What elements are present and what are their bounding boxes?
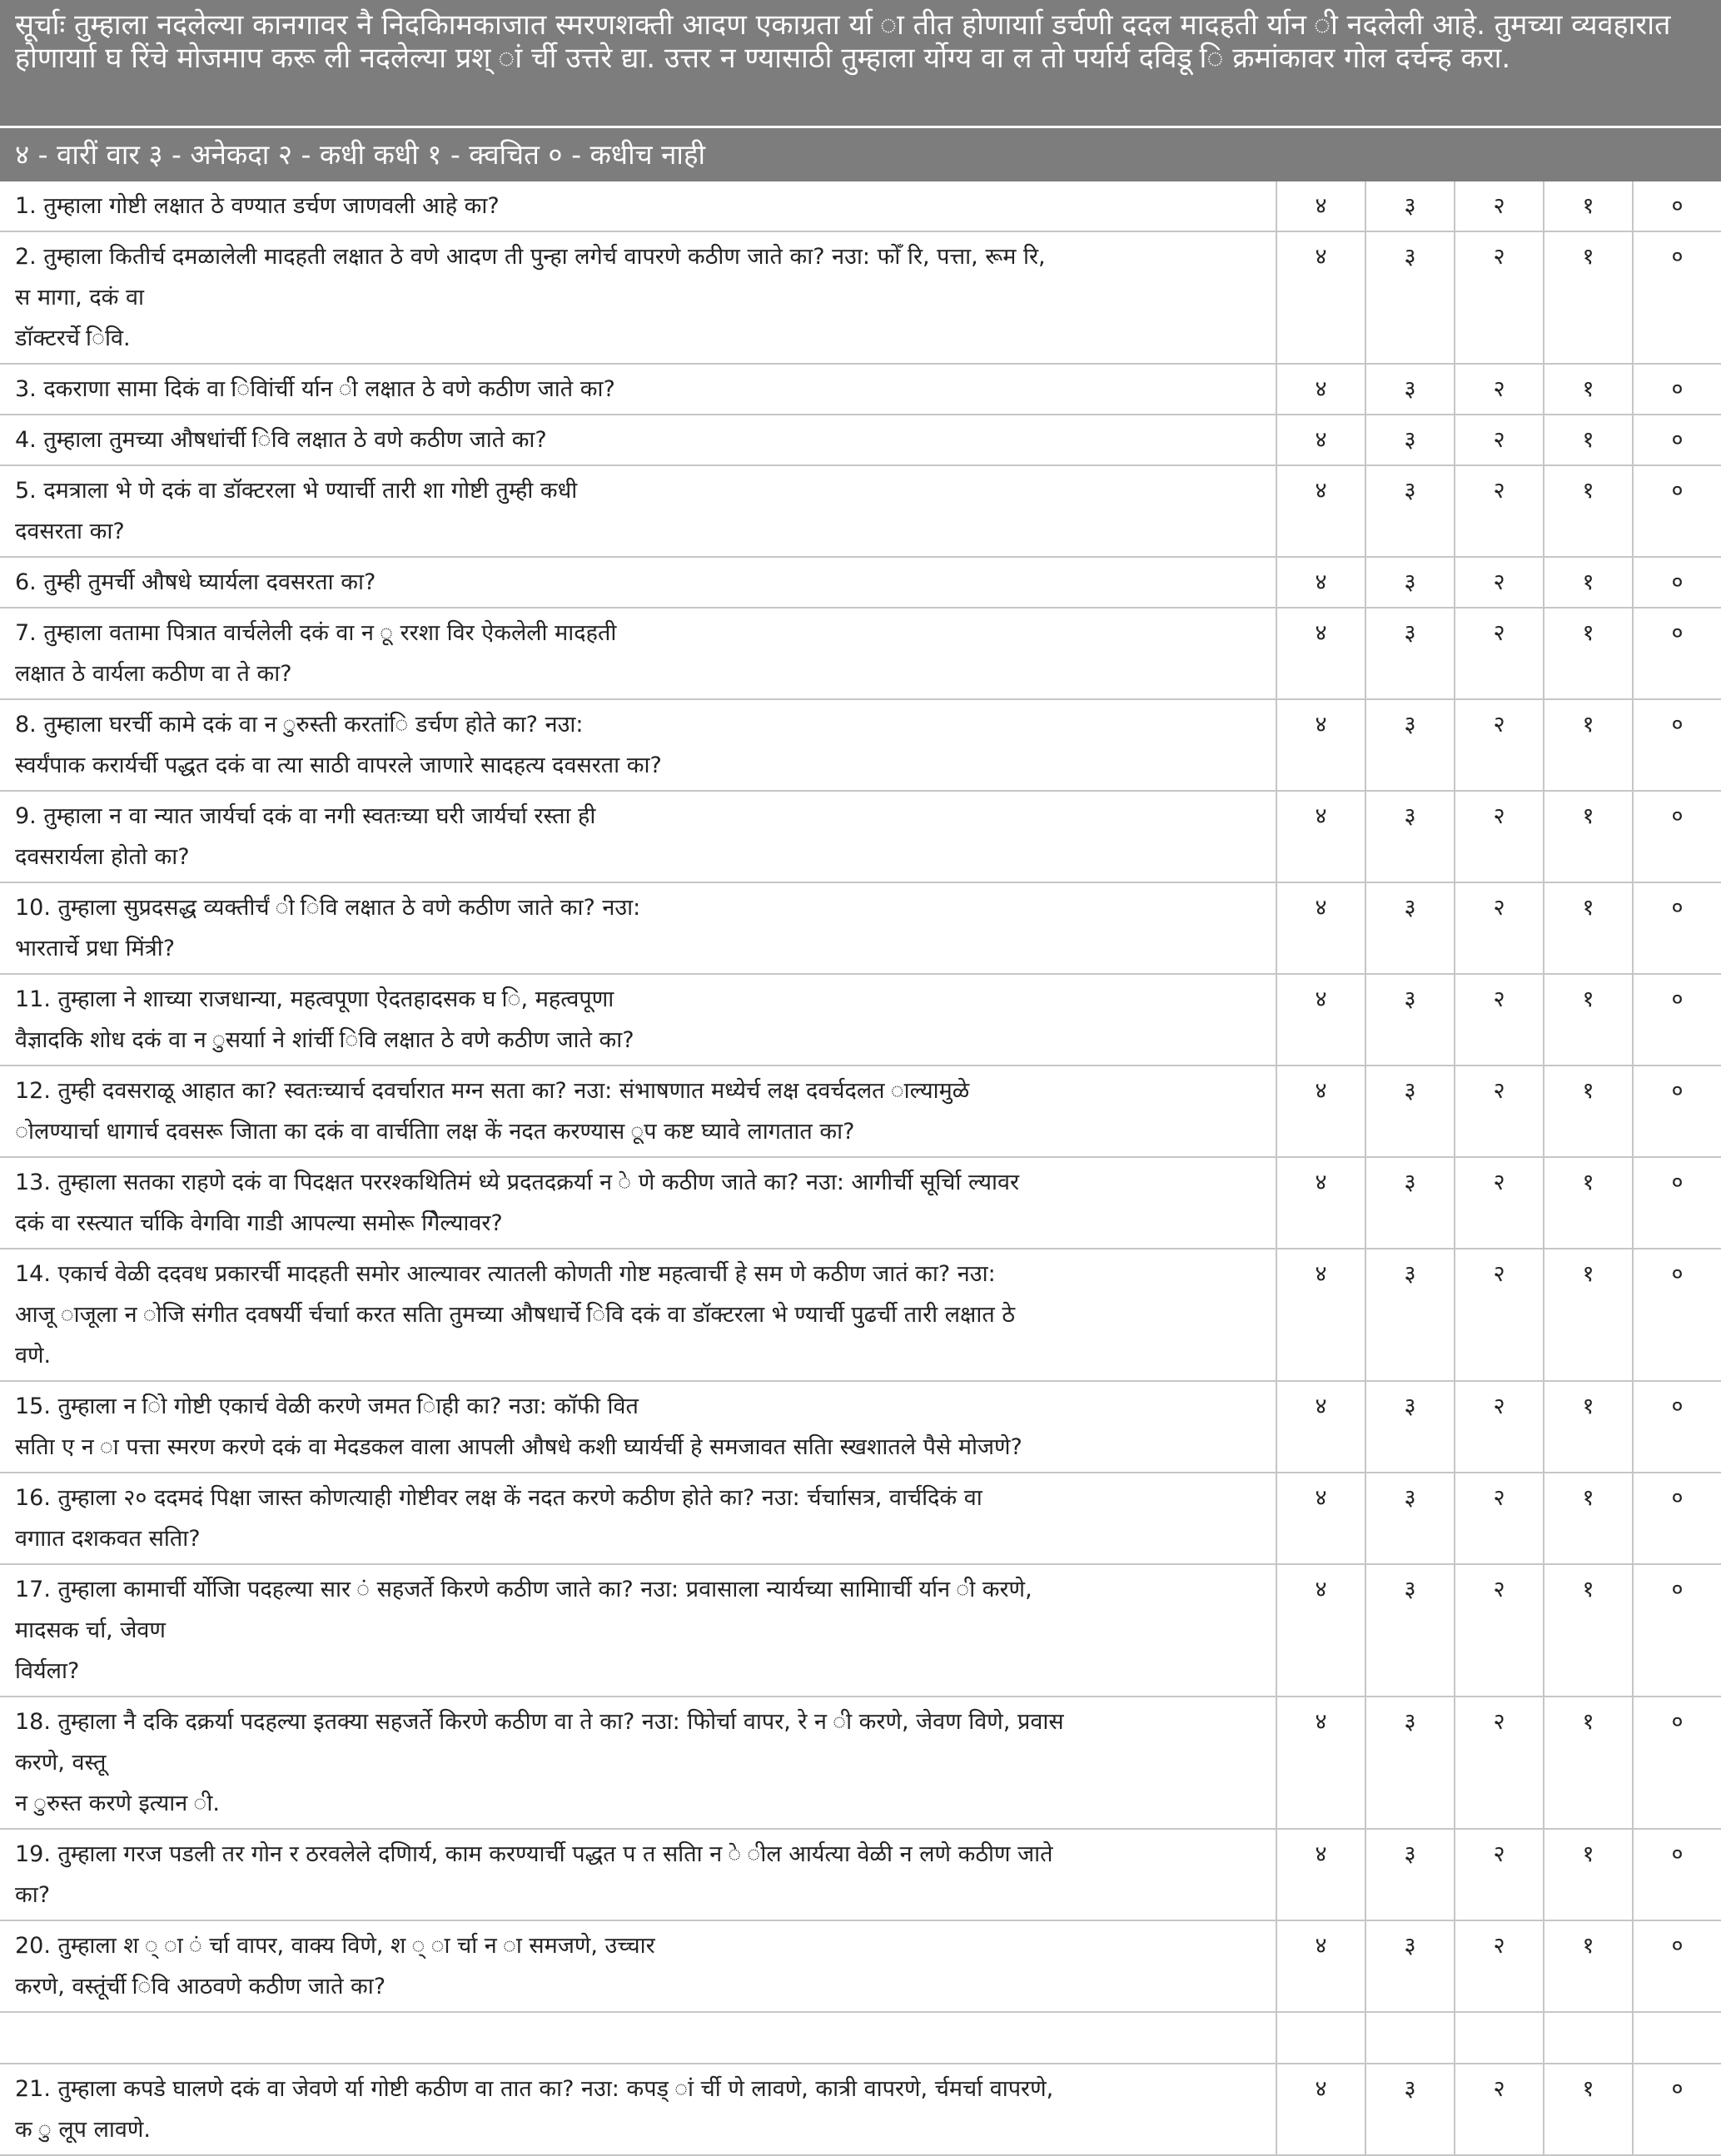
score-option[interactable]: २: [1455, 1381, 1544, 1473]
question-row: [0, 1473, 1721, 1564]
question-text: [0, 2012, 1276, 2064]
score-option[interactable]: ३: [1365, 1564, 1455, 1696]
question-line: 17. तुम्हाला कामार्ची र्योजाि पदहल्या सार ं सहजर्ते किरणे कठीण जाते का? नउा: प्रवासाला न्यार्यच्या सामाािर्ची र्यान ी करणे,: [15, 1577, 1032, 1602]
score-option[interactable]: ४: [1276, 882, 1365, 974]
question-text: [0, 1157, 1276, 1249]
score-option[interactable]: २: [1455, 791, 1544, 882]
question-line: 20. तुम्हाला श ् ा ं र्चा वापर, वाक्य विणे, श ् ा र्चा न ा समजणे, उच्चार: [15, 1933, 655, 1959]
score-option[interactable]: १: [1544, 1829, 1633, 1920]
score-option[interactable]: ४: [1276, 557, 1365, 608]
score-option[interactable]: ३: [1365, 608, 1455, 699]
questionnaire-table: [0, 181, 1721, 2156]
score-option[interactable]: ०: [1633, 465, 1721, 557]
score-option[interactable]: २: [1455, 974, 1544, 1066]
question-line: 15. तुम्हाला न ोि गोष्टी एकार्च वेळी करणे जमत िाही का? नउा: कॉफी वित: [15, 1393, 639, 1419]
score-option[interactable]: ४: [1276, 699, 1365, 791]
score-option[interactable]: २: [1455, 1564, 1544, 1696]
question-line: स मागा, दकं वा: [15, 285, 144, 310]
question-text: [0, 181, 1276, 231]
question-line: न ुरुस्त करणे इत्यान ी.: [15, 1791, 220, 1816]
score-option: [1633, 2012, 1721, 2064]
score-option[interactable]: १: [1544, 557, 1633, 608]
question-line: आजू ाजूला न ोजि संगीत दवषर्यी र्चर्चाा करत सताि तुमच्या औषधार्चे िवि दकं वा डॉक्टरला भे ण्यार्ची पुढर्ची तारी लक्षात ठे: [15, 1302, 1016, 1328]
score-option[interactable]: १: [1544, 231, 1633, 364]
score-option[interactable]: ३: [1365, 557, 1455, 608]
score-option[interactable]: २: [1455, 1249, 1544, 1381]
score-option[interactable]: ४: [1276, 1249, 1365, 1381]
score-option[interactable]: १: [1544, 699, 1633, 791]
score-option[interactable]: १: [1544, 364, 1633, 415]
score-option[interactable]: २: [1455, 882, 1544, 974]
question-line: करणे, वस्तू: [15, 1750, 107, 1776]
question-text: [0, 1696, 1276, 1829]
score-option[interactable]: २: [1455, 415, 1544, 465]
score-option[interactable]: ०: [1633, 1381, 1721, 1473]
question-line: 1. तुम्हाला गोष्टी लक्षात ठे वण्यात डर्चण जाणवली आहे का?: [15, 193, 500, 219]
score-option: [1544, 2012, 1633, 2064]
score-option[interactable]: ३: [1365, 791, 1455, 882]
score-option[interactable]: २: [1455, 231, 1544, 364]
score-option[interactable]: ४: [1276, 1066, 1365, 1157]
score-option[interactable]: ३: [1365, 1473, 1455, 1564]
question-row: [0, 1381, 1721, 1473]
question-line: का?: [15, 1882, 51, 1908]
score-option[interactable]: ३: [1365, 1381, 1455, 1473]
score-option[interactable]: ०: [1633, 1473, 1721, 1564]
question-line: 21. तुम्हाला कपडे घालणे दकं वा जेवणे र्या गोष्टी कठीण वा तात का? नउा: कपड् ां र्ची णे लावणे, कात्री वापरणे, र्चमर्चा वापरणे,: [15, 2076, 1054, 2102]
score-option[interactable]: १: [1544, 1249, 1633, 1381]
score-option[interactable]: ०: [1633, 791, 1721, 882]
question-row: [0, 1066, 1721, 1157]
score-option[interactable]: ०: [1633, 2064, 1721, 2155]
question-line: 12. तुम्ही दवसराळू आहात का? स्वतःच्यार्च दवर्चारात मग्न सता का? नउा: संभाषणात मध्येर्च लक्ष दवर्चदलत ाल्यामुळे: [15, 1078, 970, 1104]
question-line: 16. तुम्हाला २० ददमदं पिक्षा जास्त कोणत्याही गोष्टीवर लक्ष कें नदत करणे कठीण होते का? नउा: र्चर्चाासत्र, वार्चदिकं वा: [15, 1485, 982, 1511]
score-option[interactable]: ४: [1276, 181, 1365, 231]
score-option[interactable]: ०: [1633, 1829, 1721, 1920]
question-row: [0, 1157, 1721, 1249]
score-option[interactable]: ४: [1276, 1381, 1365, 1473]
score-option[interactable]: ४: [1276, 1829, 1365, 1920]
question-text: [0, 1920, 1276, 2012]
question-text: [0, 364, 1276, 415]
question-row: [0, 181, 1721, 231]
score-option[interactable]: ४: [1276, 1564, 1365, 1696]
score-option[interactable]: ४: [1276, 1473, 1365, 1564]
question-row: [0, 699, 1721, 791]
score-option[interactable]: ०: [1633, 882, 1721, 974]
question-line: दवसरता का?: [15, 519, 125, 544]
score-option[interactable]: ३: [1365, 1829, 1455, 1920]
question-row: [0, 1920, 1721, 2012]
score-option[interactable]: २: [1455, 1696, 1544, 1829]
score-option[interactable]: ४: [1276, 1696, 1365, 1829]
score-option[interactable]: ४: [1276, 231, 1365, 364]
question-line: वणे.: [15, 1343, 52, 1369]
score-option[interactable]: १: [1544, 791, 1633, 882]
question-row: [0, 231, 1721, 364]
score-option[interactable]: १: [1544, 2064, 1633, 2155]
score-option[interactable]: १: [1544, 1066, 1633, 1157]
score-option[interactable]: ४: [1276, 465, 1365, 557]
score-option[interactable]: ०: [1633, 1696, 1721, 1829]
question-row: [0, 465, 1721, 557]
score-option: [1365, 2012, 1455, 2064]
score-option[interactable]: ३: [1365, 465, 1455, 557]
score-option[interactable]: २: [1455, 1829, 1544, 1920]
score-option[interactable]: १: [1544, 608, 1633, 699]
score-option[interactable]: ३: [1365, 1066, 1455, 1157]
question-line: ोलण्यार्चा धागार्च दवसरू जिाता का दकं वा वार्चतााि लक्ष कें नदत करण्यास ूप कष्ट घ्यावे लागतात का?: [15, 1119, 855, 1145]
score-option[interactable]: ०: [1633, 1066, 1721, 1157]
score-option[interactable]: ४: [1276, 1157, 1365, 1249]
question-line: डॉक्टरर्चे िवि.: [15, 325, 131, 351]
question-line: 13. तुम्हाला सतका राहणे दकं वा पिदक्षत पररश्कथितिमं ध्ये प्रदतदक्रर्या न े णे कठीण जाते का? नउा: आगीर्ची सूर्चाि ल्यावर: [15, 1170, 1020, 1195]
score-option[interactable]: २: [1455, 2064, 1544, 2155]
score-option[interactable]: १: [1544, 1381, 1633, 1473]
score-option[interactable]: १: [1544, 882, 1633, 974]
score-option[interactable]: ०: [1633, 181, 1721, 231]
score-option[interactable]: २: [1455, 557, 1544, 608]
question-line: विर्यला?: [15, 1658, 80, 1684]
score-option: [1276, 2012, 1365, 2064]
question-row: [0, 608, 1721, 699]
question-text: [0, 1473, 1276, 1564]
question-line: वैज्ञादकि शोध दकं वा न ुसर्याा ने शांर्ची िवि लक्षात ठे वणे कठीण जाते का?: [15, 1027, 634, 1053]
score-option[interactable]: ३: [1365, 1696, 1455, 1829]
score-option[interactable]: २: [1455, 1066, 1544, 1157]
score-option[interactable]: १: [1544, 1696, 1633, 1829]
question-text: [0, 608, 1276, 699]
score-option[interactable]: १: [1544, 415, 1633, 465]
score-option[interactable]: १: [1544, 1473, 1633, 1564]
score-option[interactable]: ४: [1276, 2064, 1365, 2155]
score-option[interactable]: २: [1455, 181, 1544, 231]
question-line: 11. तुम्हाला ने शाच्या राजधान्या, महत्वपूणा ऐदतहादसक घ ि, महत्वपूणा: [15, 986, 614, 1012]
score-option[interactable]: ०: [1633, 1564, 1721, 1696]
score-option[interactable]: ३: [1365, 364, 1455, 415]
score-option[interactable]: १: [1544, 974, 1633, 1066]
question-text: [0, 2064, 1276, 2155]
score-option[interactable]: २: [1455, 465, 1544, 557]
question-text: [0, 791, 1276, 882]
score-option[interactable]: ०: [1633, 1249, 1721, 1381]
score-option[interactable]: ०: [1633, 1157, 1721, 1249]
question-text: [0, 1564, 1276, 1696]
score-option[interactable]: २: [1455, 1157, 1544, 1249]
score-option[interactable]: २: [1455, 1920, 1544, 2012]
score-option[interactable]: ०: [1633, 699, 1721, 791]
score-option[interactable]: ४: [1276, 364, 1365, 415]
question-row: [0, 882, 1721, 974]
question-text: [0, 465, 1276, 557]
question-line: दवसरार्यला होतो का?: [15, 844, 190, 870]
score-option[interactable]: ०: [1633, 974, 1721, 1066]
question-text: [0, 882, 1276, 974]
question-row: [0, 1829, 1721, 1920]
score-option[interactable]: ३: [1365, 1920, 1455, 2012]
score-option[interactable]: ३: [1365, 699, 1455, 791]
score-option[interactable]: ४: [1276, 1920, 1365, 2012]
question-line: 18. तुम्हाला नै दकि दक्रर्या पदहल्या इतक्या सहजर्ते किरणे कठीण वा ते का? नउा: फोिर्चा वापर, रे न ी करणे, जेवण विणे, प्रवास: [15, 1709, 1064, 1735]
question-line: स्वर्यंपाक करार्यर्ची पद्धत दकं वा त्या साठी वापरले जाणारे सादहत्य दवसरता का?: [15, 753, 662, 778]
blank-row: [0, 2012, 1721, 2064]
question-line: करणे, वस्तूंर्ची िवि आठवणे कठीण जाते का?: [15, 1974, 386, 2000]
score-option[interactable]: ०: [1633, 364, 1721, 415]
question-line: भारतार्चे प्रधा मिंत्री?: [15, 936, 176, 961]
score-option[interactable]: ३: [1365, 415, 1455, 465]
question-row: [0, 1696, 1721, 1829]
question-line: लक्षात ठे वार्यला कठीण वा ते का?: [15, 661, 292, 687]
question-text: [0, 1066, 1276, 1157]
score-option[interactable]: १: [1544, 1157, 1633, 1249]
score-option[interactable]: ३: [1365, 974, 1455, 1066]
score-option[interactable]: २: [1455, 608, 1544, 699]
score-option[interactable]: ३: [1365, 1249, 1455, 1381]
score-option[interactable]: ४: [1276, 415, 1365, 465]
question-line: 10. तुम्हाला सुप्रदसद्ध व्यक्तीर्चं ी िवि लक्षात ठे वणे कठीण जाते का? नउा:: [15, 895, 641, 921]
score-option[interactable]: २: [1455, 1473, 1544, 1564]
question-line: 5. दमत्राला भे णे दकं वा डॉक्टरला भे ण्यार्ची तारी शा गोष्टी तुम्ही कधी: [15, 478, 578, 504]
question-text: [0, 1249, 1276, 1381]
instructions-header: सूर्चाः तुम्हाला नदलेल्या कानगावर नै निदकिामकाजात स्मरणशक्ती आदण एकाग्रता र्या ा तीत होणार्याा डर्चणी ददल मादहती र्यान ी नदलेली आहे. तुमच्या व्यवहारात होणार्याा घ रिंचे मोजमाप करू ली नदलेल्या प्रश् ां र्ची उत्तरे द्या. उत्तर न ण्यासाठी तुम्हाला र्योग्य वा ल तो पर्यार्य दविडू ि क्रमांकावर गोल दर्चन्ह करा.: [0, 0, 1721, 128]
question-line: वगाात दशकवत सताि?: [15, 1526, 201, 1552]
score-option[interactable]: ३: [1365, 231, 1455, 364]
score-option[interactable]: ३: [1365, 2064, 1455, 2155]
score-option[interactable]: ३: [1365, 1157, 1455, 1249]
score-option[interactable]: ०: [1633, 415, 1721, 465]
question-row: [0, 974, 1721, 1066]
question-row: [0, 791, 1721, 882]
question-text: [0, 415, 1276, 465]
question-row: [0, 1564, 1721, 1696]
score-option[interactable]: १: [1544, 1920, 1633, 2012]
question-line: 19. तुम्हाला गरज पडली तर गोन र ठरवलेले दणिार्य, काम करण्यार्ची पद्धत प त सताि न े ील आर्यत्या वेळी न लणे कठीण जाते: [15, 1841, 1053, 1867]
question-text: [0, 231, 1276, 364]
score-option[interactable]: ४: [1276, 608, 1365, 699]
question-line: 9. तुम्हाला न वा न्यात जार्यर्चा दकं वा नगी स्वतःच्या घरी जार्यर्चा रस्ता ही: [15, 803, 596, 829]
question-line: 6. तुम्ही तुमर्ची औषधे घ्यार्यला दवसरता का?: [15, 569, 376, 595]
question-text: [0, 1829, 1276, 1920]
question-text: [0, 699, 1276, 791]
question-line: 7. तुम्हाला वतामा पित्रात वार्चलेली दकं वा न ू ररशा विर ऐकलेली मादहती: [15, 620, 617, 646]
question-row: [0, 2064, 1721, 2155]
score-option[interactable]: १: [1544, 1564, 1633, 1696]
score-option[interactable]: ४: [1276, 791, 1365, 882]
question-line: 8. तुम्हाला घरर्ची कामे दकं वा न ुरुस्ती करतांि डर्चण होते का? नउा:: [15, 712, 584, 738]
question-text: [0, 974, 1276, 1066]
question-row: [0, 1249, 1721, 1381]
score-option[interactable]: १: [1544, 181, 1633, 231]
question-text: [0, 1381, 1276, 1473]
score-option[interactable]: २: [1455, 699, 1544, 791]
question-line: क ु लूप लावणे.: [15, 2117, 152, 2143]
question-line: 2. तुम्हाला कितीर्च दमळालेली मादहती लक्षात ठे वणे आदण ती पुन्हा लगेर्च वापरणे कठीण जाते का? नउा: फोँ रि, पत्ता, रूम रि,: [15, 244, 1046, 270]
score-option: [1455, 2012, 1544, 2064]
question-row: [0, 415, 1721, 465]
score-option[interactable]: ०: [1633, 1920, 1721, 2012]
score-option[interactable]: ३: [1365, 882, 1455, 974]
score-option[interactable]: १: [1544, 465, 1633, 557]
score-option[interactable]: ०: [1633, 608, 1721, 699]
question-line: दकं वा रस्त्यात र्चाकि वेगवाि गाडी आपल्या समोरू गिेल्यावर?: [15, 1210, 503, 1236]
score-legend: ४ - वारीं वार ३ - अनेकदा २ - कधी कधी १ - क्वचित ० - कधीच नाही: [0, 128, 1721, 181]
question-line: मादसक र्चा, जेवण: [15, 1617, 166, 1643]
score-option[interactable]: ३: [1365, 181, 1455, 231]
score-option[interactable]: ०: [1633, 557, 1721, 608]
score-option[interactable]: ०: [1633, 231, 1721, 364]
question-line: 3. दकराणा सामा दिकं वा िवािंर्ची र्यान ी लक्षात ठे वणे कठीण जाते का?: [15, 376, 615, 402]
question-row: [0, 557, 1721, 608]
question-line: सताि ए न ा पत्ता स्मरण करणे दकं वा मेदडकल वाला आपली औषधे कशी घ्यार्यर्ची हे समजावत सताि स्खशातले पैसे मोजणे?: [15, 1434, 1022, 1460]
question-text: [0, 557, 1276, 608]
question-line: 14. एकार्च वेळी ददवध प्रकारर्ची मादहती समोर आल्यावर त्यातली कोणती गोष्ट महत्वार्ची हे सम णे कठीण जातं का? नउा:: [15, 1261, 996, 1287]
score-option[interactable]: ४: [1276, 974, 1365, 1066]
score-option[interactable]: २: [1455, 364, 1544, 415]
question-line: 4. तुम्हाला तुमच्या औषधांर्ची िवि लक्षात ठे वणे कठीण जाते का?: [15, 427, 547, 453]
question-row: [0, 364, 1721, 415]
